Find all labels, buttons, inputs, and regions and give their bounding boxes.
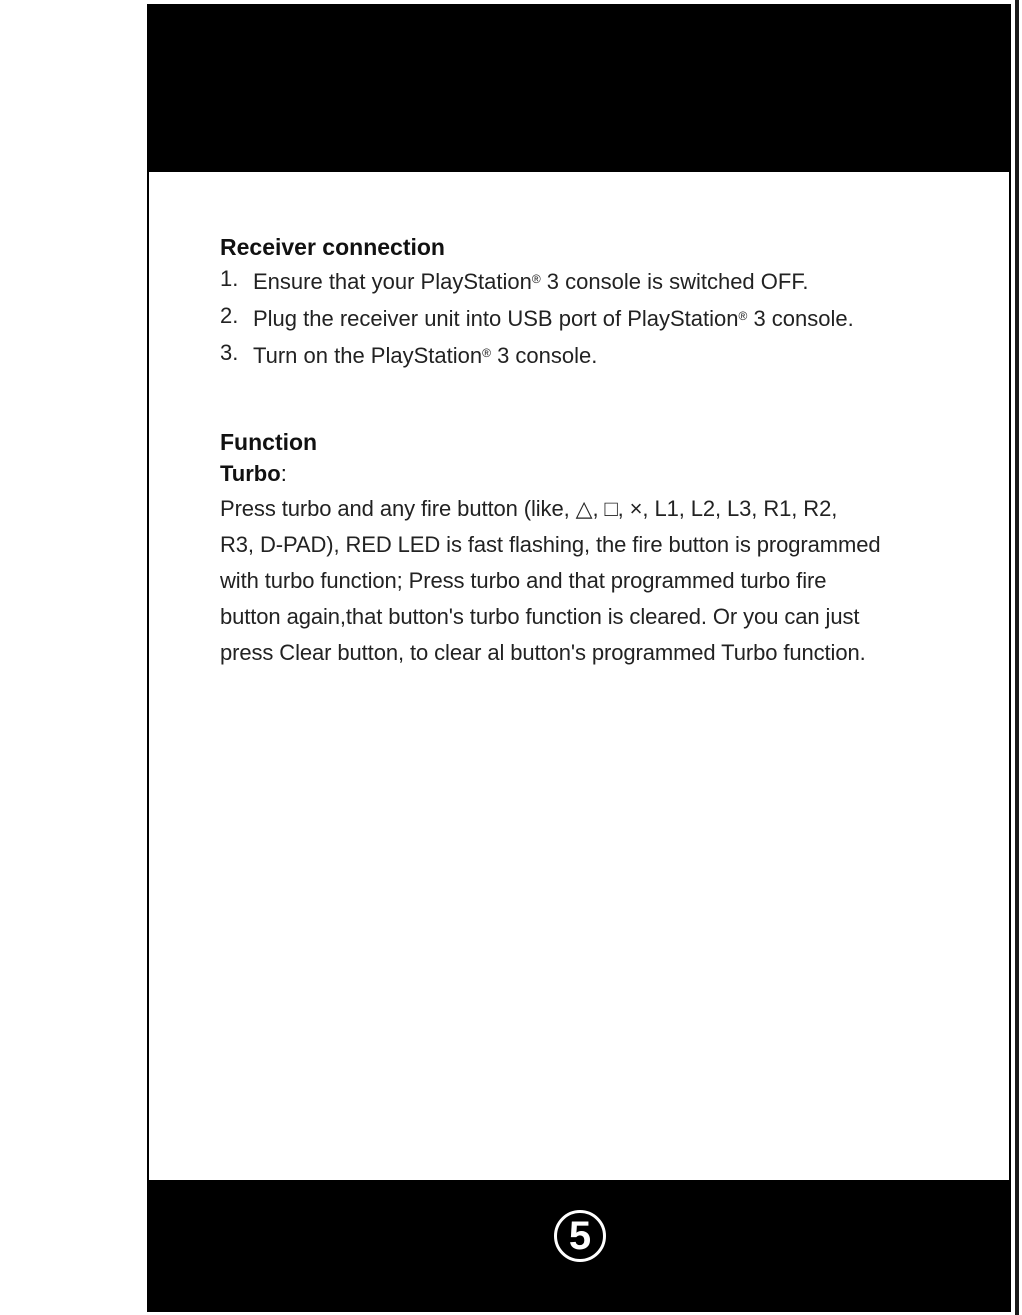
step-number: 2. xyxy=(220,303,239,328)
section-spacer xyxy=(220,373,980,427)
page-content xyxy=(220,232,980,671)
footer-band xyxy=(149,1180,1009,1312)
step-item xyxy=(220,262,980,299)
registered-mark: ® xyxy=(482,346,491,360)
step-item xyxy=(220,299,980,336)
step-text: Ensure that your PlayStation® 3 console is switched OFF. xyxy=(253,269,809,294)
turbo-subheading: Turbo: xyxy=(220,461,287,486)
page-number: 5 xyxy=(568,1214,592,1258)
step-number: 1. xyxy=(220,266,239,291)
step-item xyxy=(220,336,980,373)
paragraph-line: with turbo function; Press turbo and that programmed turbo fire xyxy=(220,568,827,593)
turbo-description xyxy=(220,491,980,671)
paragraph-line: R3, D-PAD), RED LED is fast flashing, the fire button is programmed xyxy=(220,532,881,557)
registered-mark: ® xyxy=(531,272,541,286)
step-text: Turn on the PlayStation® 3 console. xyxy=(253,343,598,368)
receiver-connection-heading: Receiver connection xyxy=(220,234,445,260)
manual-page xyxy=(147,4,1011,1312)
paragraph-line: button again,that button's turbo function is cleared. Or you can just xyxy=(220,604,860,629)
page-number-badge xyxy=(554,1210,606,1262)
paragraph-line: press Clear button, to clear al button's programmed Turbo function. xyxy=(220,640,866,665)
page-edge-rule xyxy=(1015,0,1019,1315)
step-text: Plug the receiver unit into USB port of PlayStation® 3 console. xyxy=(253,306,854,331)
function-heading: Function xyxy=(220,429,318,455)
registered-mark: ® xyxy=(738,309,748,323)
paragraph-line: Press turbo and any fire button (like, △, □, ×, L1, L2, L3, R1, R2, xyxy=(220,496,838,521)
header-band xyxy=(149,4,1009,172)
step-number: 3. xyxy=(220,340,239,365)
receiver-connection-steps xyxy=(220,262,980,373)
